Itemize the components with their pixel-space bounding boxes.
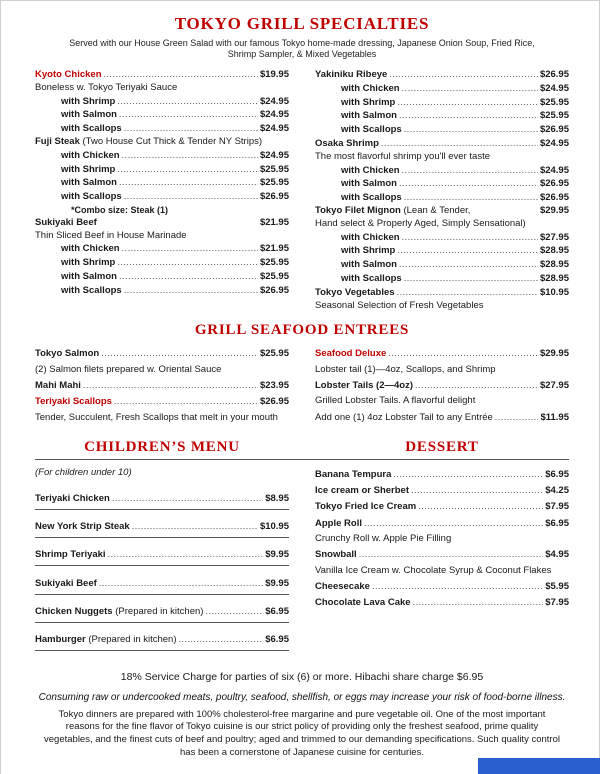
item-price: $26.95 xyxy=(539,69,569,80)
item-label: with Shrimp xyxy=(61,163,116,175)
dotted-leader xyxy=(114,395,258,409)
item-price: $19.95 xyxy=(259,69,289,80)
item-label: with Chicken xyxy=(61,149,120,161)
menu-row xyxy=(315,300,569,313)
item-price: $26.95 xyxy=(259,396,289,408)
item-label: with Scallops xyxy=(341,124,402,136)
item-price: $6.95 xyxy=(265,634,289,646)
item-text xyxy=(35,69,102,82)
item-text xyxy=(61,285,122,298)
item-price: $29.95 xyxy=(539,204,569,216)
menu-row xyxy=(315,484,569,498)
dotted-leader xyxy=(124,190,258,204)
menu-row xyxy=(315,191,569,205)
item-label: with Chicken xyxy=(341,82,400,94)
item-text xyxy=(315,69,387,82)
menu-row xyxy=(315,123,569,137)
item-price: $25.95 xyxy=(259,348,289,360)
dotted-leader xyxy=(402,164,538,178)
menu-row xyxy=(315,517,569,531)
item-price: $24.95 xyxy=(539,164,569,176)
menu-row xyxy=(35,256,289,270)
item-text xyxy=(315,518,362,531)
item-price: $28.95 xyxy=(539,272,569,284)
item-text xyxy=(341,83,400,96)
item-text xyxy=(61,177,117,190)
item-price: $24.95 xyxy=(539,82,569,94)
menu-row xyxy=(315,96,569,110)
menu-row xyxy=(315,580,569,594)
item-text xyxy=(315,485,409,498)
menu-row xyxy=(315,231,569,245)
item-label: Tokyo Vegetables xyxy=(315,286,395,298)
page-title: TOKYO GRILL SPECIALTIES xyxy=(174,14,430,33)
item-label: Hamburger xyxy=(35,634,86,646)
page-subtitle: Served with our House Green Salad with our famous Tokyo home-made dressing, Japanese Onion Soup, Fried Rice, Shrimp Sampler, & Mixed Vegetables xyxy=(69,38,535,59)
item-text xyxy=(341,124,402,137)
menu-row xyxy=(315,164,569,178)
item-price: $10.95 xyxy=(259,521,289,533)
item-label: with Chicken xyxy=(341,164,400,176)
item-text xyxy=(315,533,451,544)
item-label: (2) Salmon filets prepared w. Oriental Sauce xyxy=(35,363,222,375)
dotted-leader xyxy=(122,149,258,163)
menu-row xyxy=(35,347,289,361)
item-label: Banana Tempura xyxy=(315,468,392,480)
menu-row xyxy=(35,379,289,393)
dotted-leader xyxy=(411,484,543,498)
dotted-leader xyxy=(132,520,258,534)
about-paragraph: Tokyo dinners are prepared with 100% cholesterol-free margarine and pure vegetable oil. One of the most important reasons for the fine flavor of Tokyo cuisine is our strict policy of providing only the freshest seafood, prime quality vegetables, and the finest cuts of beef and poultry; aged and trimmed to our demanding specifications. Such quality control has been a cornerstone of Japanese cuisine for centuries. xyxy=(44,708,560,758)
item-text xyxy=(341,259,397,272)
children-list xyxy=(35,492,289,651)
item-price: $25.95 xyxy=(259,163,289,175)
item-price: $24.95 xyxy=(259,123,289,135)
item-text xyxy=(35,136,262,147)
item-price: $23.95 xyxy=(259,379,289,391)
item-label: with Scallops xyxy=(341,272,402,284)
item-text xyxy=(35,634,177,647)
item-text xyxy=(35,606,203,619)
item-label: with Salmon xyxy=(341,178,397,190)
item-label: with Salmon xyxy=(341,110,397,122)
item-text xyxy=(61,257,115,270)
item-price: $29.95 xyxy=(539,348,569,360)
item-text xyxy=(61,150,120,163)
item-text xyxy=(315,565,551,576)
item-label: with Salmon xyxy=(341,259,397,271)
item-label: with Shrimp xyxy=(341,245,396,257)
menu-row xyxy=(35,217,289,230)
item-label: Grilled Lobster Tails. A flavorful delight xyxy=(315,395,476,407)
menu-row xyxy=(315,68,569,82)
menu-row xyxy=(35,270,289,284)
item-price: $21.95 xyxy=(259,243,289,255)
specialties-section xyxy=(35,68,569,312)
item-price: $9.95 xyxy=(265,577,289,589)
dotted-leader xyxy=(119,270,258,284)
item-price: $26.95 xyxy=(259,191,289,203)
item-text xyxy=(315,218,526,229)
menu-row xyxy=(35,108,289,122)
item-label: Add one (1) 4oz Lobster Tail to any Entrée xyxy=(315,411,493,423)
item-label: Crunchy Roll w. Apple Pie Filling xyxy=(315,533,452,545)
service-charge-note: 18% Service Charge for parties of six (6) or more. Hibachi share charge $6.95 xyxy=(120,670,484,683)
item-text xyxy=(315,581,370,594)
menu-row xyxy=(315,272,569,286)
item-label: Vanilla Ice Cream w. Chocolate Syrup & Coconut Flakes xyxy=(315,564,552,576)
item-price: $7.95 xyxy=(545,501,569,513)
dotted-leader xyxy=(359,548,544,562)
item-text xyxy=(315,364,496,375)
menu-row xyxy=(315,205,569,218)
item-text xyxy=(315,395,475,406)
dotted-leader xyxy=(205,605,263,619)
dotted-leader xyxy=(101,347,258,361)
seafood-right-column xyxy=(315,347,569,426)
menu-row xyxy=(315,468,569,482)
bottom-blue-bar[interactable] xyxy=(478,758,600,774)
dessert-list xyxy=(315,468,569,662)
menu-row xyxy=(35,190,289,204)
item-label: with Shrimp xyxy=(341,96,396,108)
item-price: $28.95 xyxy=(539,259,569,271)
dotted-leader xyxy=(399,177,538,191)
item-price: $26.95 xyxy=(539,178,569,190)
item-suffix: (Prepared in kitchen) xyxy=(112,606,204,618)
item-price: $9.95 xyxy=(265,549,289,561)
dotted-leader xyxy=(399,258,538,272)
item-text xyxy=(315,287,395,300)
item-text xyxy=(35,521,130,534)
item-text xyxy=(61,123,122,136)
dotted-leader xyxy=(404,191,538,205)
item-text xyxy=(315,300,483,311)
item-label: Boneless w. Tokyo Teriyaki Sauce xyxy=(35,81,178,93)
item-label: Hand select & Properly Aged, Simply Sensational) xyxy=(315,217,526,229)
item-price: $24.95 xyxy=(259,109,289,121)
menu-row xyxy=(35,605,289,623)
item-price: $4.95 xyxy=(545,549,569,561)
item-price: $21.95 xyxy=(259,216,289,228)
dotted-leader xyxy=(122,242,258,256)
item-text xyxy=(341,110,397,123)
dotted-leader xyxy=(399,109,538,123)
item-label: Chicken Nuggets xyxy=(35,606,113,618)
item-price: $4.25 xyxy=(545,485,569,497)
dotted-leader xyxy=(404,123,538,137)
item-text xyxy=(315,549,357,562)
specialties-left-column xyxy=(35,68,289,312)
item-text xyxy=(315,205,470,218)
item-label: Cheesecake xyxy=(315,580,370,592)
item-label: with Scallops xyxy=(61,191,122,203)
item-text xyxy=(71,205,168,215)
item-text xyxy=(35,380,81,393)
item-price: $26.95 xyxy=(539,192,569,204)
menu-row xyxy=(35,176,289,190)
item-label: Kyoto Chicken xyxy=(35,69,102,80)
item-text xyxy=(315,138,379,151)
item-label: with Salmon xyxy=(61,109,117,121)
dotted-leader xyxy=(388,347,538,361)
item-label: Fuji Steak xyxy=(35,135,80,147)
item-price: $6.95 xyxy=(265,606,289,618)
dotted-leader xyxy=(124,284,258,298)
menu-row xyxy=(315,347,569,361)
menu-row xyxy=(315,82,569,96)
item-text xyxy=(61,96,115,109)
item-price: $27.95 xyxy=(539,379,569,391)
item-text xyxy=(61,191,122,204)
bottom-headings xyxy=(35,439,569,456)
item-price: $25.95 xyxy=(539,110,569,122)
item-label: Tender, Succulent, Fresh Scallops that melt in your mouth xyxy=(35,411,278,423)
menu-row xyxy=(35,492,289,510)
item-price: $24.95 xyxy=(539,137,569,149)
menu-row xyxy=(35,577,289,595)
item-text xyxy=(315,501,416,514)
item-label: Ice cream or Sherbet xyxy=(315,485,409,497)
item-label: Chocolate Lava Cake xyxy=(315,597,411,609)
item-label: with Salmon xyxy=(61,177,117,189)
item-text xyxy=(315,597,411,610)
item-text xyxy=(341,232,400,245)
menu-row xyxy=(315,548,569,562)
menu-row xyxy=(35,548,289,566)
dessert-heading: DESSERT xyxy=(405,438,479,455)
item-price: $25.95 xyxy=(539,96,569,108)
dotted-leader xyxy=(179,633,264,647)
item-label: Seasonal Selection of Fresh Vegetables xyxy=(315,299,484,311)
dotted-leader xyxy=(413,596,544,610)
dotted-leader xyxy=(402,82,538,96)
item-label: with Shrimp xyxy=(61,95,116,107)
item-text xyxy=(35,230,187,241)
menu-row xyxy=(35,395,289,409)
item-price: $11.95 xyxy=(540,411,569,423)
item-label: Yakiniku Ribeye xyxy=(315,69,388,80)
dotted-leader xyxy=(364,517,543,531)
dotted-leader xyxy=(389,68,538,82)
item-label: Teriyaki Scallops xyxy=(35,396,112,408)
dotted-leader xyxy=(108,548,264,562)
item-price: $6.95 xyxy=(545,468,569,480)
item-price: $8.95 xyxy=(265,492,289,504)
children-dessert-section xyxy=(35,460,569,662)
item-price: $24.95 xyxy=(259,95,289,107)
item-label: Lobster Tails (2—4oz) xyxy=(315,379,414,391)
item-price: $26.95 xyxy=(259,284,289,296)
item-label: Tokyo Filet Mignon xyxy=(315,204,401,216)
item-label: The most flavorful shrimp you'll ever taste xyxy=(315,150,490,162)
dotted-leader xyxy=(404,272,538,286)
menu-row xyxy=(315,177,569,191)
seafood-left-column xyxy=(35,347,289,426)
menu-row xyxy=(315,258,569,272)
dotted-leader xyxy=(104,68,258,82)
menu-row xyxy=(35,284,289,298)
item-text xyxy=(341,273,402,286)
food-safety-warning: Consuming raw or undercooked meats, poultry, seafood, shellfish, or eggs may increase your risk of food-borne illness. xyxy=(38,691,566,703)
menu-row xyxy=(315,565,569,578)
item-label: *Combo size: Steak (1) xyxy=(71,204,169,215)
dotted-leader xyxy=(397,286,538,300)
item-text xyxy=(61,243,120,256)
menu-row xyxy=(35,122,289,136)
menu-row xyxy=(315,244,569,258)
item-label: Apple Roll xyxy=(315,517,362,529)
dotted-leader xyxy=(372,580,543,594)
item-label: with Salmon xyxy=(61,270,117,282)
dotted-leader xyxy=(397,96,538,110)
dotted-leader xyxy=(119,108,258,122)
menu-row xyxy=(35,364,289,377)
menu-row xyxy=(315,286,569,300)
item-suffix: (Two House Cut Thick & Tender NY Strips) xyxy=(79,135,263,147)
dotted-leader xyxy=(418,500,543,514)
item-price: $25.95 xyxy=(259,257,289,269)
item-label: Shrimp Teriyaki xyxy=(35,549,106,561)
item-label: with Scallops xyxy=(341,192,402,204)
item-label: with Chicken xyxy=(341,231,400,243)
item-text xyxy=(341,97,395,110)
item-label: with Scallops xyxy=(61,284,122,296)
children-column xyxy=(35,460,289,662)
item-price: $25.95 xyxy=(259,270,289,282)
menu-row xyxy=(35,520,289,538)
item-price: $7.95 xyxy=(545,597,569,609)
menu-row xyxy=(35,163,289,177)
specialties-right-column xyxy=(315,68,569,312)
item-text xyxy=(35,217,97,230)
item-text xyxy=(341,192,402,205)
menu-row xyxy=(35,68,289,82)
menu-row xyxy=(315,364,569,377)
dotted-leader xyxy=(83,379,258,393)
item-text xyxy=(315,469,391,482)
item-price: $28.95 xyxy=(539,245,569,257)
item-label: New York Strip Steak xyxy=(35,521,130,533)
item-text xyxy=(35,364,221,375)
item-text xyxy=(315,380,413,393)
seafood-section xyxy=(35,347,569,426)
item-label: Tokyo Fried Ice Cream xyxy=(315,501,417,513)
item-label: Snowball xyxy=(315,549,357,561)
menu-row xyxy=(315,500,569,514)
menu-row xyxy=(35,633,289,651)
item-label: Thin Sliced Beef in House Marinade xyxy=(35,229,187,241)
menu-row xyxy=(315,596,569,610)
item-text xyxy=(35,493,110,506)
menu-row xyxy=(315,379,569,393)
item-text xyxy=(35,578,97,591)
menu-row xyxy=(35,136,289,149)
item-label: Osaka Shrimp xyxy=(315,137,379,149)
menu-row xyxy=(35,242,289,256)
item-price: $27.95 xyxy=(539,231,569,243)
menu-row xyxy=(315,151,569,164)
dotted-leader xyxy=(99,577,263,591)
item-text xyxy=(35,396,112,409)
dotted-leader xyxy=(397,244,538,258)
item-label: Sukiyaki Beef xyxy=(35,216,97,228)
item-text xyxy=(61,271,117,284)
dotted-leader xyxy=(415,379,538,393)
dotted-leader xyxy=(124,122,258,136)
item-label: Tokyo Salmon xyxy=(35,348,100,360)
seafood-heading: GRILL SEAFOOD ENTREES xyxy=(194,322,410,339)
item-price: $26.95 xyxy=(539,124,569,136)
item-text xyxy=(35,82,177,93)
item-text xyxy=(61,164,115,177)
item-text xyxy=(341,245,395,258)
children-note: (For children under 10) xyxy=(35,466,132,478)
menu-row xyxy=(315,109,569,123)
item-text xyxy=(341,165,400,178)
item-text xyxy=(315,151,490,162)
item-price: $24.95 xyxy=(259,149,289,161)
menu-row xyxy=(35,230,289,243)
dotted-leader xyxy=(117,163,258,177)
item-text xyxy=(315,348,386,361)
item-label: Lobster tail (1)—4oz, Scallops, and Shrimp xyxy=(315,363,496,375)
menu-row xyxy=(35,412,289,425)
item-label: Seafood Deluxe xyxy=(315,348,387,360)
menu-row xyxy=(35,82,289,95)
dotted-leader xyxy=(381,137,538,151)
menu-row xyxy=(315,395,569,408)
menu-row xyxy=(315,218,569,231)
item-label: Sukiyaki Beef xyxy=(35,577,97,589)
dotted-leader xyxy=(119,176,258,190)
menu-row xyxy=(35,149,289,163)
children-menu-heading: CHILDREN’S MENU xyxy=(84,438,240,455)
item-price: $25.95 xyxy=(259,177,289,189)
item-label: with Chicken xyxy=(61,243,120,255)
item-label: with Shrimp xyxy=(61,257,116,269)
dotted-leader xyxy=(117,95,258,109)
item-text xyxy=(315,412,493,425)
dotted-leader xyxy=(393,468,543,482)
item-price: $10.95 xyxy=(539,286,569,298)
menu-row xyxy=(315,137,569,151)
item-text xyxy=(35,549,106,562)
item-text xyxy=(35,412,278,423)
menu-row xyxy=(315,533,569,546)
item-price: $5.95 xyxy=(545,580,569,592)
item-label: Mahi Mahi xyxy=(35,379,81,391)
dotted-leader xyxy=(117,256,258,270)
dotted-leader xyxy=(495,411,539,425)
item-label: with Scallops xyxy=(61,123,122,135)
item-text xyxy=(35,348,99,361)
item-price: $6.95 xyxy=(545,517,569,529)
dotted-leader xyxy=(402,231,538,245)
menu-row xyxy=(35,95,289,109)
item-suffix: (Prepared in kitchen) xyxy=(85,634,177,646)
dotted-leader xyxy=(112,492,263,506)
item-suffix: (Lean & Tender, xyxy=(400,204,471,216)
item-label: Teriyaki Chicken xyxy=(35,492,110,504)
item-text xyxy=(341,178,397,191)
menu-row xyxy=(35,204,289,217)
item-text xyxy=(61,109,117,122)
menu-row xyxy=(315,411,569,425)
